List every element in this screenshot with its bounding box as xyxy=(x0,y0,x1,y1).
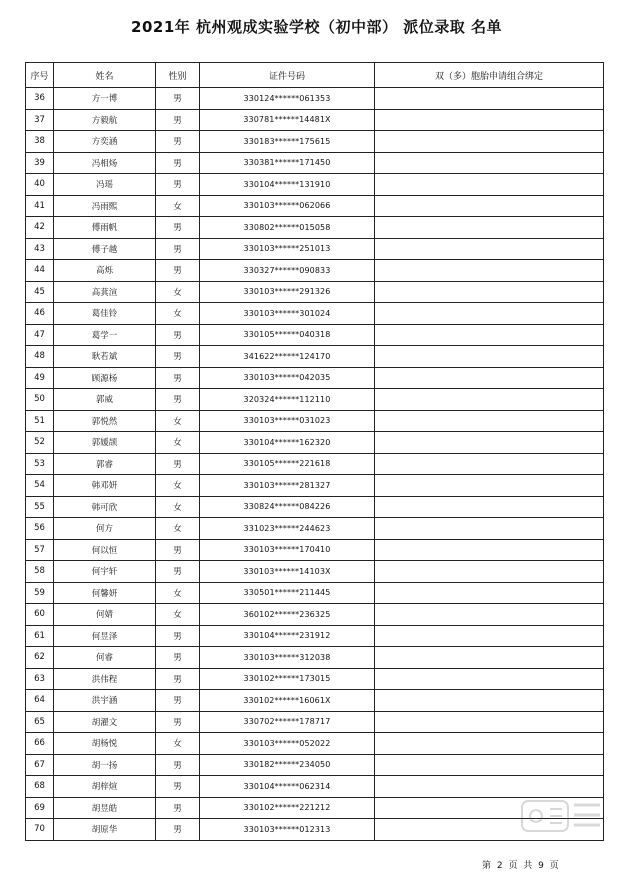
cell-id-number: 330103******062066 xyxy=(200,195,375,217)
cell-gender: 男 xyxy=(156,88,200,110)
cell-number: 67 xyxy=(26,754,54,776)
cell-number: 49 xyxy=(26,367,54,389)
table-header-row xyxy=(26,63,604,88)
cell-name: 郭睿 xyxy=(54,453,156,475)
cell-id-number: 330103******301024 xyxy=(200,303,375,325)
cell-number: 55 xyxy=(26,496,54,518)
cell-gender: 女 xyxy=(156,303,200,325)
cell-number: 46 xyxy=(26,303,54,325)
cell-id-number: 330103******281327 xyxy=(200,475,375,497)
cell-name: 郭媛颉 xyxy=(54,432,156,454)
cell-id-number: 330327******090833 xyxy=(200,260,375,282)
cell-name: 洪宇涵 xyxy=(54,690,156,712)
table-row xyxy=(26,604,604,626)
cell-twin-binding xyxy=(375,152,604,174)
table-row xyxy=(26,152,604,174)
cell-gender: 男 xyxy=(156,690,200,712)
cell-name: 胡一扬 xyxy=(54,754,156,776)
cell-number: 36 xyxy=(26,88,54,110)
cell-id-number: 330102******221212 xyxy=(200,797,375,819)
cell-gender: 男 xyxy=(156,367,200,389)
cell-gender: 女 xyxy=(156,604,200,626)
cell-twin-binding xyxy=(375,346,604,368)
cell-number: 56 xyxy=(26,518,54,540)
cell-number: 50 xyxy=(26,389,54,411)
cell-gender: 男 xyxy=(156,324,200,346)
cell-gender: 女 xyxy=(156,733,200,755)
cell-id-number: 330103******012313 xyxy=(200,819,375,841)
cell-gender: 男 xyxy=(156,539,200,561)
cell-twin-binding xyxy=(375,389,604,411)
table-row xyxy=(26,410,604,432)
cell-name: 顾源杨 xyxy=(54,367,156,389)
cell-gender: 女 xyxy=(156,518,200,540)
cell-gender: 男 xyxy=(156,217,200,239)
watermark-stamp xyxy=(520,795,602,837)
cell-number: 70 xyxy=(26,819,54,841)
cell-id-number: 360102******236325 xyxy=(200,604,375,626)
column-header-twin: 双（多）胞胎申请组合绑定 xyxy=(375,63,604,88)
cell-number: 44 xyxy=(26,260,54,282)
cell-gender: 女 xyxy=(156,410,200,432)
table-row xyxy=(26,131,604,153)
cell-id-number: 331023******244623 xyxy=(200,518,375,540)
cell-id-number: 330104******131910 xyxy=(200,174,375,196)
cell-id-number: 330802******015058 xyxy=(200,217,375,239)
cell-twin-binding xyxy=(375,475,604,497)
cell-twin-binding xyxy=(375,109,604,131)
cell-id-number: 330781******14481X xyxy=(200,109,375,131)
cell-id-number: 330103******312038 xyxy=(200,647,375,669)
cell-twin-binding xyxy=(375,690,604,712)
cell-twin-binding xyxy=(375,604,604,626)
cell-name: 何以恒 xyxy=(54,539,156,561)
cell-number: 38 xyxy=(26,131,54,153)
cell-twin-binding xyxy=(375,195,604,217)
cell-gender: 男 xyxy=(156,260,200,282)
table-row xyxy=(26,453,604,475)
cell-number: 64 xyxy=(26,690,54,712)
cell-name: 方一博 xyxy=(54,88,156,110)
cell-id-number: 330102******173015 xyxy=(200,668,375,690)
table-row xyxy=(26,711,604,733)
table-row xyxy=(26,260,604,282)
cell-number: 63 xyxy=(26,668,54,690)
cell-number: 37 xyxy=(26,109,54,131)
cell-gender: 男 xyxy=(156,668,200,690)
cell-gender: 男 xyxy=(156,109,200,131)
cell-name: 何婧 xyxy=(54,604,156,626)
cell-number: 40 xyxy=(26,174,54,196)
cell-twin-binding xyxy=(375,410,604,432)
cell-gender: 女 xyxy=(156,432,200,454)
cell-twin-binding xyxy=(375,238,604,260)
cell-name: 韩可欣 xyxy=(54,496,156,518)
table-row xyxy=(26,303,604,325)
cell-gender: 女 xyxy=(156,195,200,217)
cell-twin-binding xyxy=(375,668,604,690)
cell-number: 58 xyxy=(26,561,54,583)
table-row xyxy=(26,518,604,540)
cell-name: 冯瑶 xyxy=(54,174,156,196)
cell-number: 69 xyxy=(26,797,54,819)
cell-name: 方奕涵 xyxy=(54,131,156,153)
cell-id-number: 330104******062314 xyxy=(200,776,375,798)
table-row xyxy=(26,238,604,260)
table-row xyxy=(26,539,604,561)
cell-twin-binding xyxy=(375,453,604,475)
cell-name: 何睿 xyxy=(54,647,156,669)
table-row xyxy=(26,324,604,346)
cell-gender: 男 xyxy=(156,561,200,583)
cell-twin-binding xyxy=(375,625,604,647)
cell-number: 62 xyxy=(26,647,54,669)
column-header-number: 序号 xyxy=(26,63,54,88)
table-row xyxy=(26,819,604,841)
cell-number: 59 xyxy=(26,582,54,604)
cell-number: 42 xyxy=(26,217,54,239)
cell-name: 胡昱皓 xyxy=(54,797,156,819)
table-row xyxy=(26,625,604,647)
cell-id-number: 330103******251013 xyxy=(200,238,375,260)
cell-gender: 女 xyxy=(156,582,200,604)
cell-id-number: 330824******084226 xyxy=(200,496,375,518)
cell-name: 郭威 xyxy=(54,389,156,411)
cell-twin-binding xyxy=(375,711,604,733)
cell-id-number: 330102******16061X xyxy=(200,690,375,712)
cell-gender: 男 xyxy=(156,389,200,411)
cell-name: 郭悦然 xyxy=(54,410,156,432)
cell-twin-binding xyxy=(375,281,604,303)
table-row xyxy=(26,776,604,798)
table-row xyxy=(26,475,604,497)
cell-twin-binding xyxy=(375,733,604,755)
cell-number: 43 xyxy=(26,238,54,260)
table-row xyxy=(26,367,604,389)
table-row xyxy=(26,582,604,604)
cell-name: 胡杨悦 xyxy=(54,733,156,755)
cell-name: 傅雨帆 xyxy=(54,217,156,239)
cell-number: 45 xyxy=(26,281,54,303)
table-row xyxy=(26,281,604,303)
cell-gender: 女 xyxy=(156,281,200,303)
cell-id-number: 330183******175615 xyxy=(200,131,375,153)
table-row xyxy=(26,690,604,712)
table-row xyxy=(26,389,604,411)
cell-gender: 男 xyxy=(156,819,200,841)
cell-twin-binding xyxy=(375,217,604,239)
cell-number: 65 xyxy=(26,711,54,733)
table-row xyxy=(26,346,604,368)
cell-number: 60 xyxy=(26,604,54,626)
cell-id-number: 330103******14103X xyxy=(200,561,375,583)
cell-number: 51 xyxy=(26,410,54,432)
cell-twin-binding xyxy=(375,260,604,282)
cell-gender: 男 xyxy=(156,647,200,669)
cell-id-number: 341622******124170 xyxy=(200,346,375,368)
cell-name: 葛学一 xyxy=(54,324,156,346)
cell-gender: 男 xyxy=(156,711,200,733)
cell-name: 高烁 xyxy=(54,260,156,282)
cell-name: 葛佳铃 xyxy=(54,303,156,325)
cell-number: 53 xyxy=(26,453,54,475)
cell-gender: 男 xyxy=(156,131,200,153)
cell-name: 冯相炀 xyxy=(54,152,156,174)
table-row xyxy=(26,668,604,690)
column-header-gender: 性别 xyxy=(156,63,200,88)
table-row xyxy=(26,496,604,518)
cell-twin-binding xyxy=(375,754,604,776)
cell-number: 48 xyxy=(26,346,54,368)
cell-number: 41 xyxy=(26,195,54,217)
cell-twin-binding xyxy=(375,174,604,196)
table-row xyxy=(26,647,604,669)
table-body xyxy=(26,88,604,841)
cell-gender: 男 xyxy=(156,152,200,174)
cell-twin-binding xyxy=(375,303,604,325)
table-row xyxy=(26,733,604,755)
cell-name: 韩邓妍 xyxy=(54,475,156,497)
cell-name: 高萁渲 xyxy=(54,281,156,303)
document-title: 2021年 杭州观成实验学校（初中部） 派位录取 名单 xyxy=(131,18,502,36)
cell-number: 39 xyxy=(26,152,54,174)
cell-number: 52 xyxy=(26,432,54,454)
cell-name: 傅子越 xyxy=(54,238,156,260)
cell-twin-binding xyxy=(375,582,604,604)
cell-id-number: 330103******052022 xyxy=(200,733,375,755)
table-row xyxy=(26,797,604,819)
column-header-name: 姓名 xyxy=(54,63,156,88)
cell-name: 方毅航 xyxy=(54,109,156,131)
cell-number: 66 xyxy=(26,733,54,755)
cell-gender: 男 xyxy=(156,174,200,196)
cell-name: 冯雨熙 xyxy=(54,195,156,217)
cell-id-number: 320324******112110 xyxy=(200,389,375,411)
cell-id-number: 330381******171450 xyxy=(200,152,375,174)
cell-gender: 女 xyxy=(156,475,200,497)
cell-twin-binding xyxy=(375,131,604,153)
cell-twin-binding xyxy=(375,367,604,389)
table-row xyxy=(26,195,604,217)
cell-twin-binding xyxy=(375,776,604,798)
table-row xyxy=(26,432,604,454)
cell-name: 何昱泽 xyxy=(54,625,156,647)
cell-id-number: 330702******178717 xyxy=(200,711,375,733)
cell-gender: 男 xyxy=(156,797,200,819)
cell-id-number: 330501******211445 xyxy=(200,582,375,604)
table-row xyxy=(26,561,604,583)
page-footer: 第 2 页 共 9 页 xyxy=(482,861,559,871)
cell-id-number: 330103******042035 xyxy=(200,367,375,389)
cell-id-number: 330103******170410 xyxy=(200,539,375,561)
cell-id-number: 330105******040318 xyxy=(200,324,375,346)
cell-number: 57 xyxy=(26,539,54,561)
cell-gender: 男 xyxy=(156,238,200,260)
column-header-id: 证件号码 xyxy=(200,63,375,88)
cell-name: 耿若斌 xyxy=(54,346,156,368)
cell-twin-binding xyxy=(375,496,604,518)
cell-gender: 男 xyxy=(156,453,200,475)
cell-number: 47 xyxy=(26,324,54,346)
cell-name: 何方 xyxy=(54,518,156,540)
cell-name: 洪伟程 xyxy=(54,668,156,690)
cell-name: 胡原华 xyxy=(54,819,156,841)
table-row xyxy=(26,174,604,196)
table-row xyxy=(26,109,604,131)
cell-id-number: 330103******291326 xyxy=(200,281,375,303)
cell-twin-binding xyxy=(375,539,604,561)
table-row xyxy=(26,88,604,110)
cell-number: 68 xyxy=(26,776,54,798)
cell-id-number: 330103******031023 xyxy=(200,410,375,432)
admission-table xyxy=(25,62,604,841)
cell-twin-binding xyxy=(375,561,604,583)
cell-name: 胡濯文 xyxy=(54,711,156,733)
cell-id-number: 330124******061353 xyxy=(200,88,375,110)
cell-gender: 男 xyxy=(156,346,200,368)
cell-twin-binding xyxy=(375,88,604,110)
cell-number: 54 xyxy=(26,475,54,497)
cell-twin-binding xyxy=(375,518,604,540)
cell-gender: 男 xyxy=(156,776,200,798)
cell-id-number: 330104******231912 xyxy=(200,625,375,647)
cell-number: 61 xyxy=(26,625,54,647)
cell-gender: 男 xyxy=(156,754,200,776)
cell-twin-binding xyxy=(375,647,604,669)
cell-name: 胡梓煊 xyxy=(54,776,156,798)
cell-twin-binding xyxy=(375,432,604,454)
cell-name: 何馨妍 xyxy=(54,582,156,604)
cell-id-number: 330104******162320 xyxy=(200,432,375,454)
table-row xyxy=(26,217,604,239)
cell-gender: 女 xyxy=(156,496,200,518)
table-row xyxy=(26,754,604,776)
cell-twin-binding xyxy=(375,324,604,346)
cell-name: 何宇轩 xyxy=(54,561,156,583)
cell-id-number: 330182******234050 xyxy=(200,754,375,776)
cell-id-number: 330105******221618 xyxy=(200,453,375,475)
cell-gender: 男 xyxy=(156,625,200,647)
